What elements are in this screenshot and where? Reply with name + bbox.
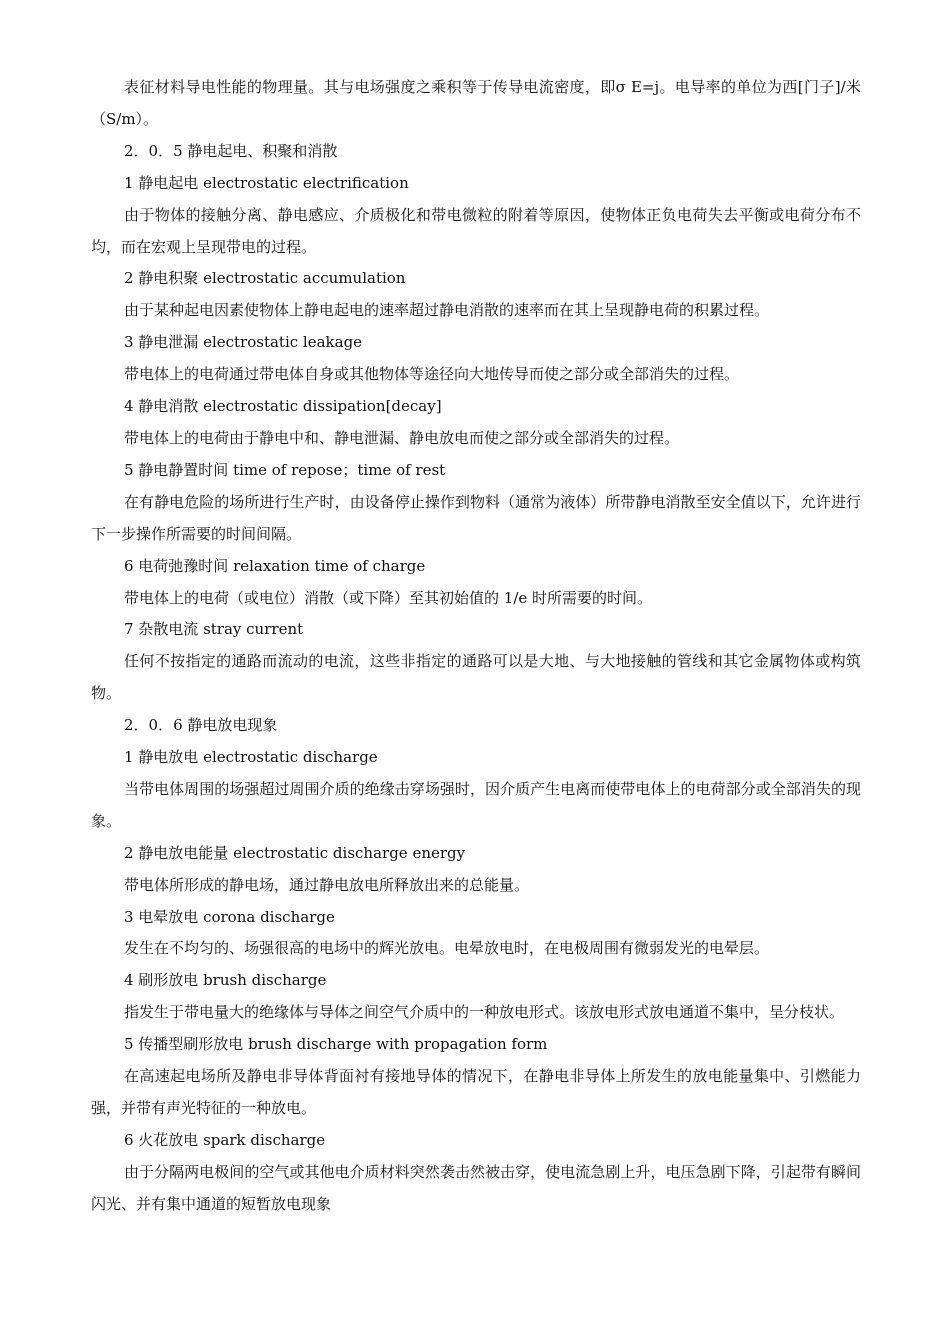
term-heading-brush-discharge: 4 刷形放电 brush discharge [124,971,327,990]
section-heading-2-0-6: 2．0．6 静电放电现象 [124,716,278,735]
term-definition-electrostatic-electrification: 由于物体的接触分离、静电感应、介质极化和带电微粒的附着等原因，使物体正负电荷失去平衡或电荷分布不均，而在宏观上呈现带电的过程。 [91,205,861,256]
document-page [91,72,861,1221]
term-heading-electrostatic-discharge: 1 静电放电 electrostatic discharge [124,748,378,767]
term-heading-electrostatic-accumulation: 2 静电积聚 electrostatic accumulation [124,269,406,288]
term-definition-discharge-energy: 带电体所形成的静电场，通过静电放电所释放出来的总能量。 [124,875,530,894]
term-definition-corona-discharge: 发生在不均匀的、场强很高的电场中的辉光放电。电晕放电时，在电极周围有微弱发光的电晕层。 [124,939,770,958]
term-definition-relaxation-time: 带电体上的电荷（或电位）消散（或下降）至其初始值的 1/e 时所需要的时间。 [124,588,653,607]
term-definition-time-of-repose: 在有静电危险的场所进行生产时，由设备停止操作到物料（通常为液体）所带静电消散至安全值以下，允许进行下一步操作所需要的时间间隔。 [91,492,861,543]
term-heading-electrostatic-electrification: 1 静电起电 electrostatic electrification [124,173,409,192]
term-heading-electrostatic-dissipation: 4 静电消散 electrostatic dissipation[decay] [124,397,442,416]
term-heading-spark-discharge: 6 火花放电 spark discharge [124,1130,326,1149]
term-definition-electrostatic-dissipation: 带电体上的电荷由于静电中和、静电泄漏、静电放电而使之部分或全部消失的过程。 [124,428,680,447]
term-heading-propagating-brush-discharge: 5 传播型刷形放电 brush discharge with propagation form [124,1035,548,1054]
term-definition-electrostatic-leakage: 带电体上的电荷通过带电体自身或其他物体等途径向大地传导而使之部分或全部消失的过程。 [124,365,740,384]
term-definition-brush-discharge: 指发生于带电量大的绝缘体与导体之间空气介质中的一种放电形式。该放电形式放电通道不集中，呈分枝状。 [124,1003,845,1022]
term-heading-electrostatic-leakage: 3 静电泄漏 electrostatic leakage [124,333,363,352]
term-definition-propagating-brush-discharge: 在高速起电场所及静电非导体背面衬有接地导体的情况下，在静电非导体上所发生的放电能量集中、引燃能力强，并带有声光特征的一种放电。 [91,1067,861,1117]
term-heading-relaxation-time: 6 电荷弛豫时间 relaxation time of charge [124,556,426,575]
section-heading-2-0-5: 2．0．5 静电起电、积聚和消散 [124,141,338,160]
term-definition-stray-current: 任何不按指定的通路而流动的电流，这些非指定的通路可以是大地、与大地接触的管线和其它金属物体或构筑物。 [91,652,861,703]
term-definition-spark-discharge: 由于分隔两电极间的空气或其他电介质材料突然袭击然被击穿，使电流急剧上升，电压急剧下降，引起带有瞬间闪光、并有集中通道的短暂放电现象 [91,1162,861,1213]
term-heading-discharge-energy: 2 静电放电能量 electrostatic discharge energy [124,843,466,862]
term-definition-electrostatic-discharge: 当带电体周围的场强超过周围介质的绝缘击穿场强时，因介质产生电离而使带电体上的电荷部分或全部消失的现象。 [91,779,861,830]
term-heading-corona-discharge: 3 电晕放电 corona discharge [124,907,335,926]
paragraph-conductivity-definition: 表征材料导电性能的物理量。其与电场强度之乘积等于传导电流密度，即σ E=j。电导率的单位为西[门子]/米（S/m）。 [91,78,861,128]
term-heading-stray-current: 7 杂散电流 stray current [124,620,304,639]
term-heading-time-of-repose: 5 静电静置时间 time of repose；time of rest [124,460,446,479]
term-definition-electrostatic-accumulation: 由于某种起电因素使物体上静电起电的速率超过静电消散的速率而在其上呈现静电荷的积累过程。 [124,301,770,320]
